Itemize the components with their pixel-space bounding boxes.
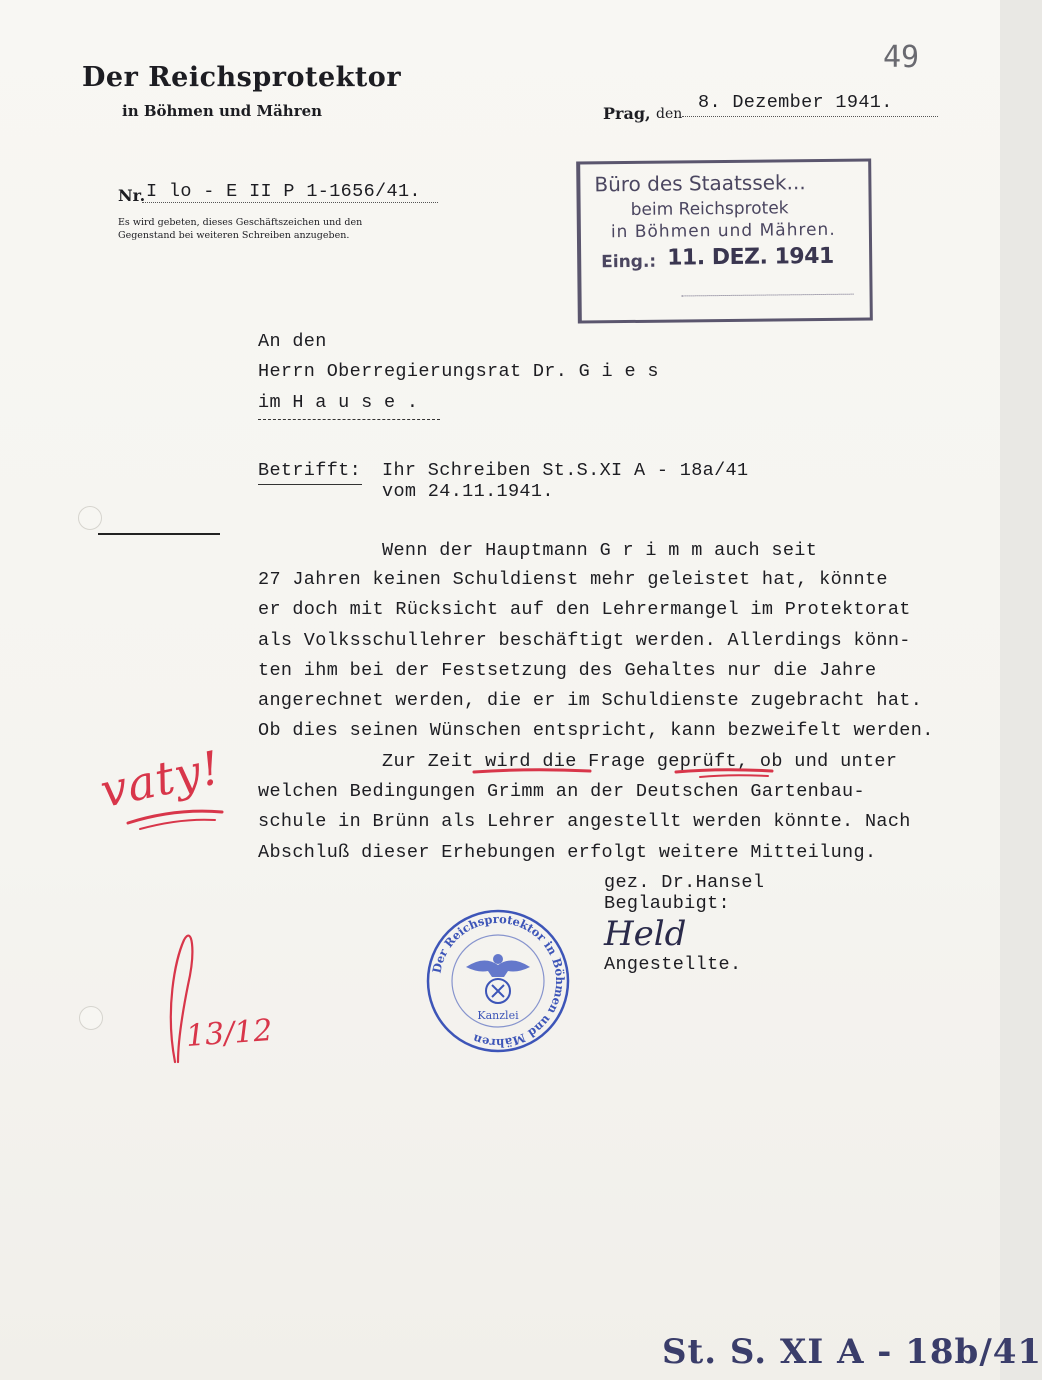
seal-ring-text: Der Reichsprotektor in Böhmen und Mähren bbox=[429, 911, 568, 1051]
handwritten-signature: Held bbox=[604, 914, 687, 954]
body-line-5: ten ihm bei der Festsetzung des Gehaltes nur die Jahre bbox=[258, 660, 877, 681]
svg-text:Der Reichsprotektor in Böhmen bbox=[429, 912, 567, 1050]
stamp-line-3: in Böhmen und Mähren. bbox=[610, 219, 836, 243]
reference-underline bbox=[142, 202, 438, 203]
stamp-eing-date: 11. DEZ. 1941 bbox=[667, 243, 834, 271]
subject-line-2: vom 24.11.1941. bbox=[382, 481, 554, 502]
body-line-7: Ob dies seinen Wünschen entspricht, kann bezweifelt werden. bbox=[258, 720, 934, 741]
reference-label: Nr. bbox=[118, 186, 146, 205]
body-line-8: Zur Zeit wird die Frage geprüft, ob und unter bbox=[382, 751, 898, 772]
date-underline bbox=[682, 116, 938, 117]
punch-hole bbox=[79, 1006, 103, 1030]
signature-gez: gez. Dr.Hansel bbox=[604, 872, 765, 893]
bottom-reference: St. S. XI A - 18b/41 bbox=[662, 1332, 1042, 1372]
reference-note-1: Es wird gebeten, dieses Geschäftszeichen und den bbox=[118, 217, 363, 228]
address-line-1: An den bbox=[258, 331, 327, 352]
body-line-2: 27 Jahren keinen Schuldienst mehr geleistet hat, könnte bbox=[258, 569, 888, 590]
date-place: Prag, bbox=[603, 104, 651, 123]
subject-label-underline bbox=[258, 484, 362, 485]
body-line-6: angerechnet werden, die er im Schuldienste zugebracht hat. bbox=[258, 690, 923, 711]
signature-beglaubigt: Beglaubigt: bbox=[604, 893, 730, 914]
stamp-line-2: beim Reichsprotek bbox=[630, 198, 789, 220]
reference-note-2: Gegenstand bei weiteren Schreiben anzugeben. bbox=[118, 230, 350, 241]
body-line-9: welchen Bedingungen Grimm an der Deutschen Gartenbau- bbox=[258, 781, 865, 802]
body-line-4: als Volksschullehrer beschäftigt werden. Allerdings könn- bbox=[258, 630, 911, 651]
red-pencil-note: vaty! bbox=[95, 739, 226, 819]
date-value: 8. Dezember 1941. bbox=[698, 92, 893, 113]
address-underline bbox=[258, 419, 440, 420]
stamp-eing-label: Eing.: bbox=[601, 251, 657, 273]
body-line-11: Abschluß dieser Erhebungen erfolgt weitere Mitteilung. bbox=[258, 842, 877, 863]
signature-role: Angestellte. bbox=[604, 954, 742, 975]
letterhead-subtitle: in Böhmen und Mähren bbox=[122, 102, 323, 120]
address-line-2: Herrn Oberregierungsrat Dr. G i e s bbox=[258, 361, 659, 382]
reference-value: I lo - E II P 1-1656/41. bbox=[146, 181, 421, 202]
page-number: 49 bbox=[883, 40, 920, 75]
stamp-line-1: Büro des Staatssek... bbox=[594, 170, 806, 197]
letterhead-title: Der Reichsprotektor bbox=[82, 62, 402, 93]
body-line-10: schule in Brünn als Lehrer angestellt werden könnte. Nach bbox=[258, 811, 911, 832]
stamp-dotted-line bbox=[682, 294, 854, 297]
official-seal bbox=[424, 907, 572, 1055]
red-initial-date: 13/12 bbox=[184, 1013, 274, 1054]
subject-line-1: Ihr Schreiben St.S.XI A - 18a/41 bbox=[382, 460, 749, 481]
subject-label: Betrifft: bbox=[258, 460, 362, 481]
margin-rule bbox=[98, 533, 220, 535]
punch-hole bbox=[78, 506, 102, 530]
receipt-stamp bbox=[576, 158, 873, 323]
body-line-1: Wenn der Hauptmann G r i m m auch seit bbox=[382, 540, 818, 561]
body-line-3: er doch mit Rücksicht auf den Lehrermangel im Protektorat bbox=[258, 599, 911, 620]
seal-bottom-text: Kanzlei bbox=[477, 1009, 519, 1022]
date-den: den bbox=[656, 106, 683, 122]
address-line-3: im H a u s e . bbox=[258, 392, 419, 413]
